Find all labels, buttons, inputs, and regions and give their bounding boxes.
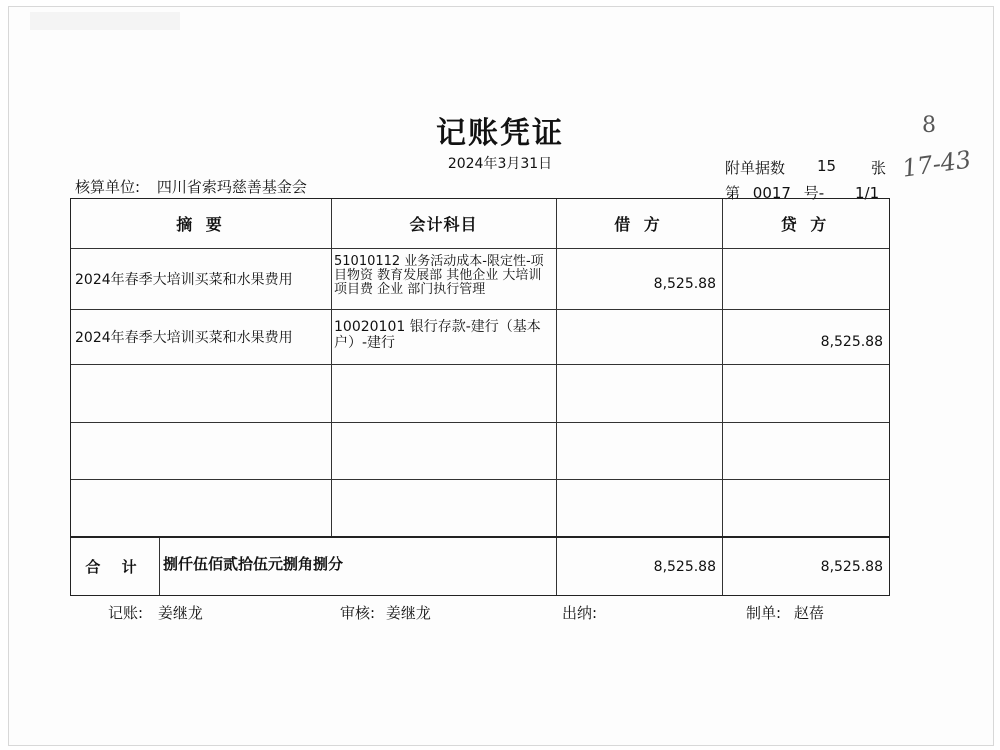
divider-total-label [159, 537, 160, 595]
row1-account: 51010112 业务活动成本-限定性-项目物资 教育发展部 其他企业 大培训 项目费 企业 部门执行管理 [334, 254, 544, 297]
preparer-name: 赵蓓 [793, 604, 824, 622]
voucher-page: 1/1 [854, 184, 880, 202]
cashier-label: 出纳: [562, 604, 598, 622]
attach-count-value: 15 [817, 157, 837, 175]
row1-debit: 8,525.88 [653, 276, 716, 292]
attach-unit: 张 [871, 159, 887, 177]
header-debit: 借 方 [614, 215, 664, 234]
voucher-prefix: 第 [725, 184, 741, 202]
rule-row3 [71, 422, 889, 423]
attachment-count [725, 157, 887, 178]
voucher-table [70, 198, 890, 596]
voucher-title: 记账凭证 [436, 116, 564, 151]
header-credit: 贷 方 [780, 215, 831, 234]
total-credit: 8,525.88 [820, 558, 883, 575]
accounting-unit [75, 176, 307, 197]
row2-summary: 2024年春季大培训买菜和水果费用 [75, 330, 293, 346]
row2-account: 10020101 银行存款-建行（基本户）-建行 [334, 319, 541, 351]
reviewer-name: 姜继龙 [385, 604, 431, 622]
attach-label: 附单据数 [725, 159, 786, 177]
handwritten-mark: 8 [922, 113, 936, 138]
sig-reviewer [340, 602, 431, 623]
total-debit: 8,525.88 [653, 558, 716, 575]
bookkeeper-name: 姜继龙 [157, 604, 203, 622]
row1-credit [722, 249, 889, 309]
reviewer-label: 审核: [340, 604, 376, 622]
rule-row4 [71, 479, 889, 480]
voucher-no: 0017 [752, 184, 791, 202]
sig-preparer [746, 602, 824, 623]
row2-debit [556, 310, 722, 364]
unit-label: 核算单位: [75, 178, 141, 196]
header-summary: 摘 要 [176, 215, 226, 234]
sig-bookkeeper [108, 602, 203, 623]
divider-summary [331, 199, 332, 537]
voucher-date: 2024年3月31日 [447, 156, 553, 172]
voucher-suffix: 号- [803, 184, 825, 202]
total-label: 合 计 [85, 558, 145, 576]
faint-stamp-mark [30, 12, 180, 30]
header-account: 会计科目 [409, 215, 478, 234]
row1-summary: 2024年春季大培训买菜和水果费用 [75, 272, 293, 288]
handwritten-note: 17-43 [900, 145, 973, 183]
total-amount-words: 捌仟伍佰贰拾伍元捌角捌分 [163, 554, 344, 573]
bookkeeper-label: 记账: [108, 604, 144, 622]
unit-name: 四川省索玛慈善基金会 [156, 178, 307, 196]
row2-credit: 8,525.88 [820, 334, 883, 350]
preparer-label: 制单: [746, 604, 782, 622]
sig-cashier [562, 602, 597, 623]
